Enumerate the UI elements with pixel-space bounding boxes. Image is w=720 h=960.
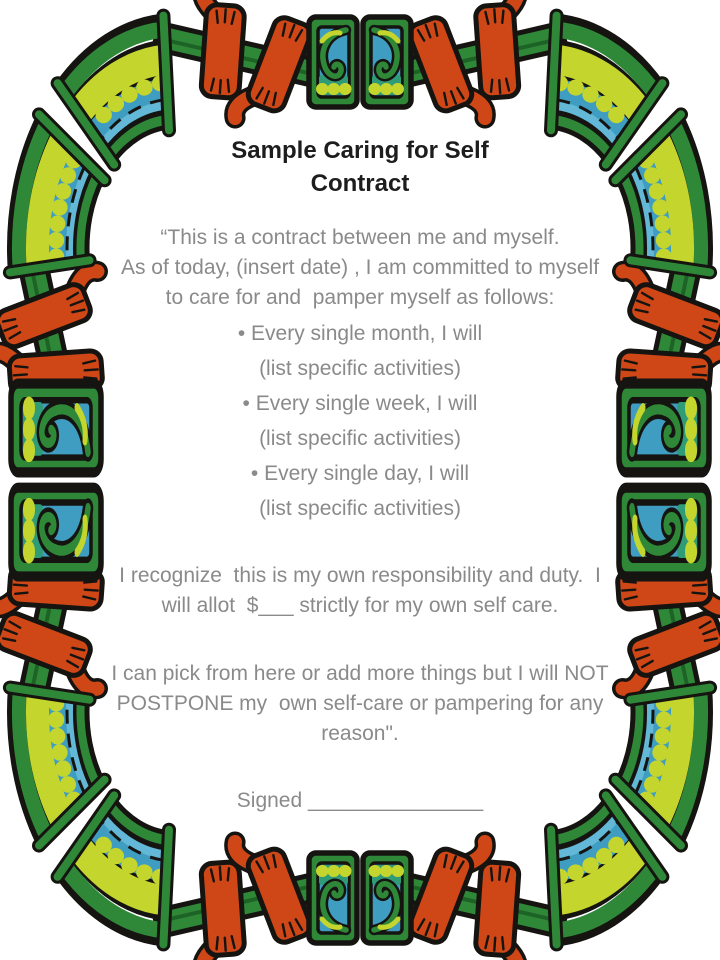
intro-line: As of today, (insert date) , I am committed to myself xyxy=(120,256,600,279)
slide-title xyxy=(0,134,720,200)
slide-body xyxy=(0,223,720,816)
signed-line: Signed _______________ xyxy=(236,789,484,812)
responsibility-line: will allot $___ strictly for my own self care. xyxy=(161,594,559,617)
responsibility-line: I recognize this is my own responsibility and duty. I xyxy=(119,564,601,587)
pledge-line: POSTPONE my own self-care or pampering for any xyxy=(116,692,604,715)
bullet-list xyxy=(0,316,720,526)
pledge-line: I can pick from here or add more things but I will NOT xyxy=(111,662,609,685)
bullet-item: • Every single month, I will xyxy=(237,322,483,345)
bullet-sub: (list specific activities) xyxy=(259,497,461,520)
bullet-item: • Every single week, I will xyxy=(242,392,478,415)
pledge-line: reason". xyxy=(321,722,399,745)
slide-title-line-2: Contract xyxy=(310,170,410,197)
bullet-item: • Every single day, I will xyxy=(250,462,470,485)
slide-title-line-1: Sample Caring for Self xyxy=(231,137,489,164)
intro-line: “This is a contract between me and myself. xyxy=(160,226,560,249)
intro-line: to care for and pamper myself as follows: xyxy=(165,286,555,309)
bullet-sub: (list specific activities) xyxy=(259,357,461,380)
bullet-sub: (list specific activities) xyxy=(259,427,461,450)
